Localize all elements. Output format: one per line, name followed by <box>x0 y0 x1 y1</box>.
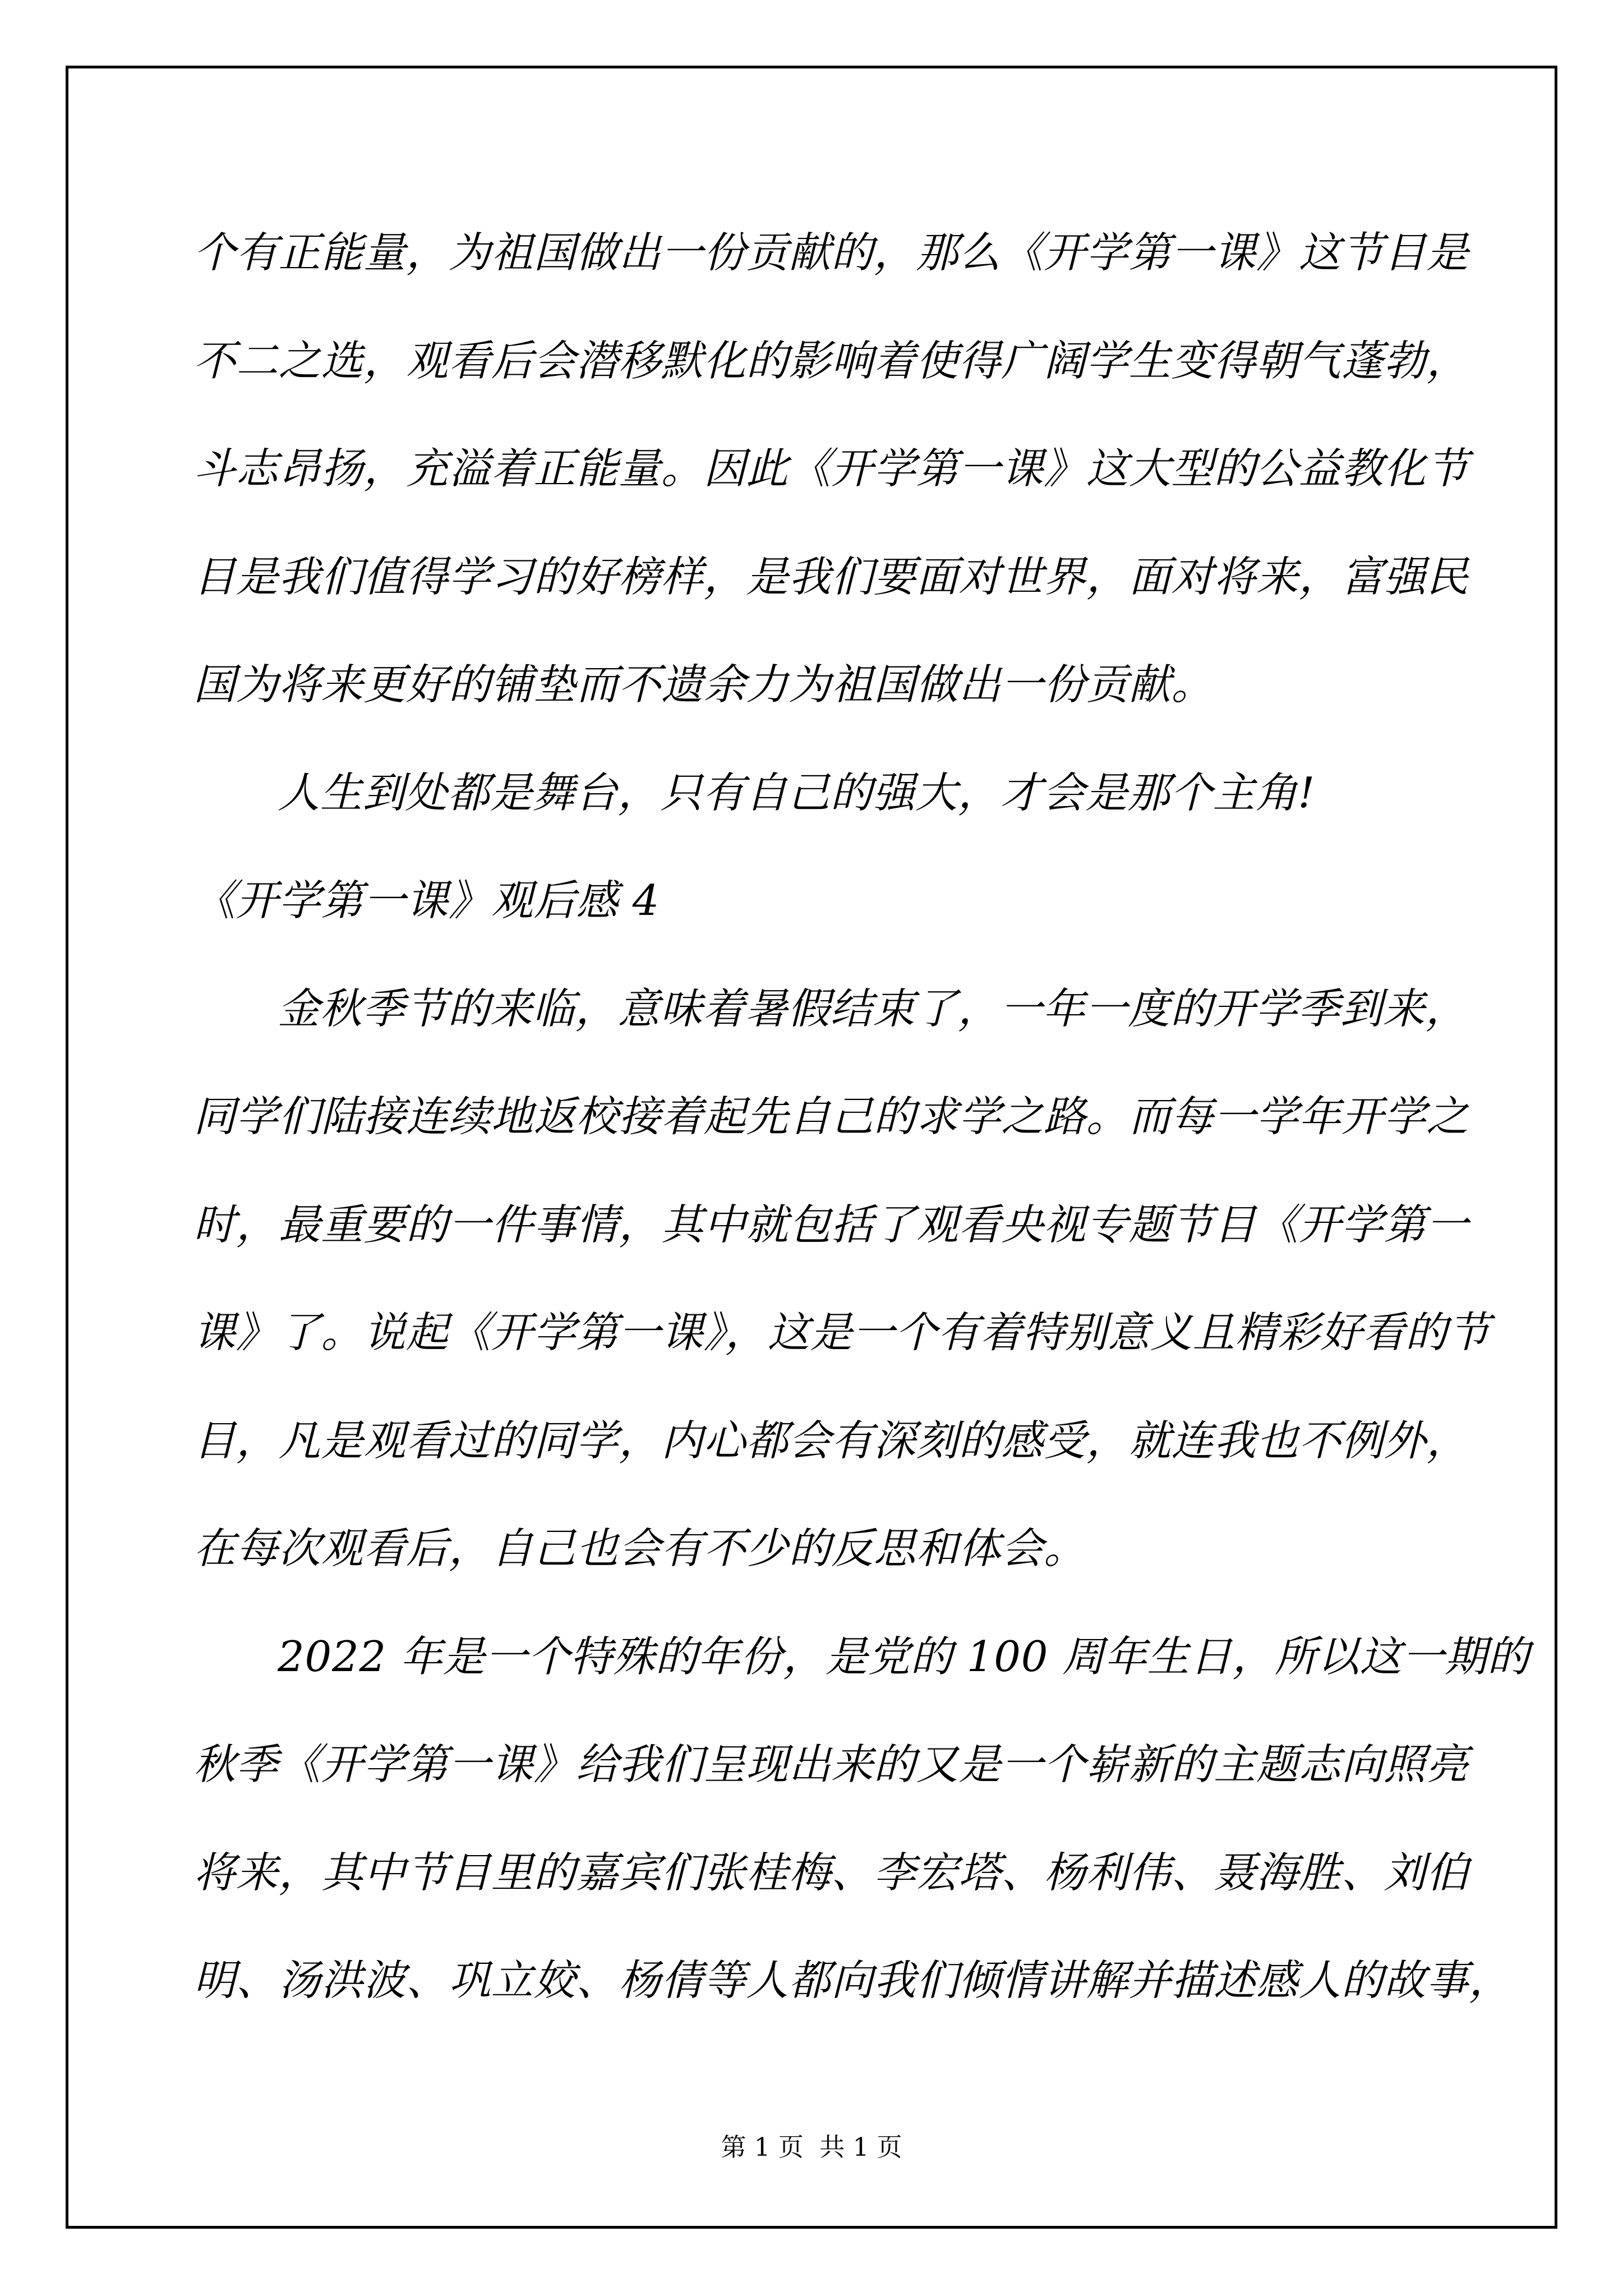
text-line: 时，最重要的一件事情，其中就包括了观看央视专题节目《开学第一 <box>193 1199 1469 1249</box>
text-line: 不二之选，观看后会潜移默化的影响着使得广阔学生变得朝气蓬勃， <box>193 335 1469 385</box>
text-line: 秋季《开学第一课》给我们呈现出来的又是一个崭新的主题志向照亮 <box>193 1740 1469 1789</box>
text-line: 金秋季节的来临，意味着暑假结束了，一年一度的开学季到来， <box>278 983 1468 1033</box>
page-footer: 第 1 页 共 1 页 <box>721 2132 902 2162</box>
text-line: 国为将来更好的铺垫而不遗余力为祖国做出一份贡献。 <box>193 660 1214 709</box>
text-line: 斗志昂扬，充溢着正能量。因此《开学第一课》这大型的公益教化节 <box>193 444 1469 493</box>
text-line: 人生到处都是舞台，只有自己的强大，才会是那个主角! <box>278 767 1316 817</box>
text-line: 课》了。说起《开学第一课》，这是一个有着特别意义且精彩好看的节 <box>193 1308 1491 1357</box>
text-line: 个有正能量，为祖国做出一份贡献的，那么《开学第一课》这节目是 <box>193 228 1469 277</box>
section-heading: 《开学第一课》观后感 4 <box>193 876 660 925</box>
text-line: 明、汤洪波、巩立姣、杨倩等人都向我们倾情讲解并描述感人的故事， <box>193 1955 1511 2005</box>
text-line: 2022 年是一个特殊的年份，是党的 100 周年生日，所以这一期的 <box>278 1631 1530 1681</box>
text-line: 同学们陆接连续地返校接着起先自己的求学之路。而每一学年开学之 <box>193 1092 1469 1141</box>
document-body <box>193 199 1530 2035</box>
text-line: 将来，其中节目里的嘉宾们张桂梅、李宏塔、杨利伟、聂海胜、刘伯 <box>193 1847 1469 1897</box>
text-line: 目，凡是观看过的同学，内心都会有深刻的感受，就连我也不例外， <box>193 1415 1469 1465</box>
text-line: 在每次观看后，自己也会有不少的反思和体会。 <box>193 1524 1086 1573</box>
text-line: 目是我们值得学习的好榜样，是我们要面对世界，面对将来，富强民 <box>193 551 1469 601</box>
